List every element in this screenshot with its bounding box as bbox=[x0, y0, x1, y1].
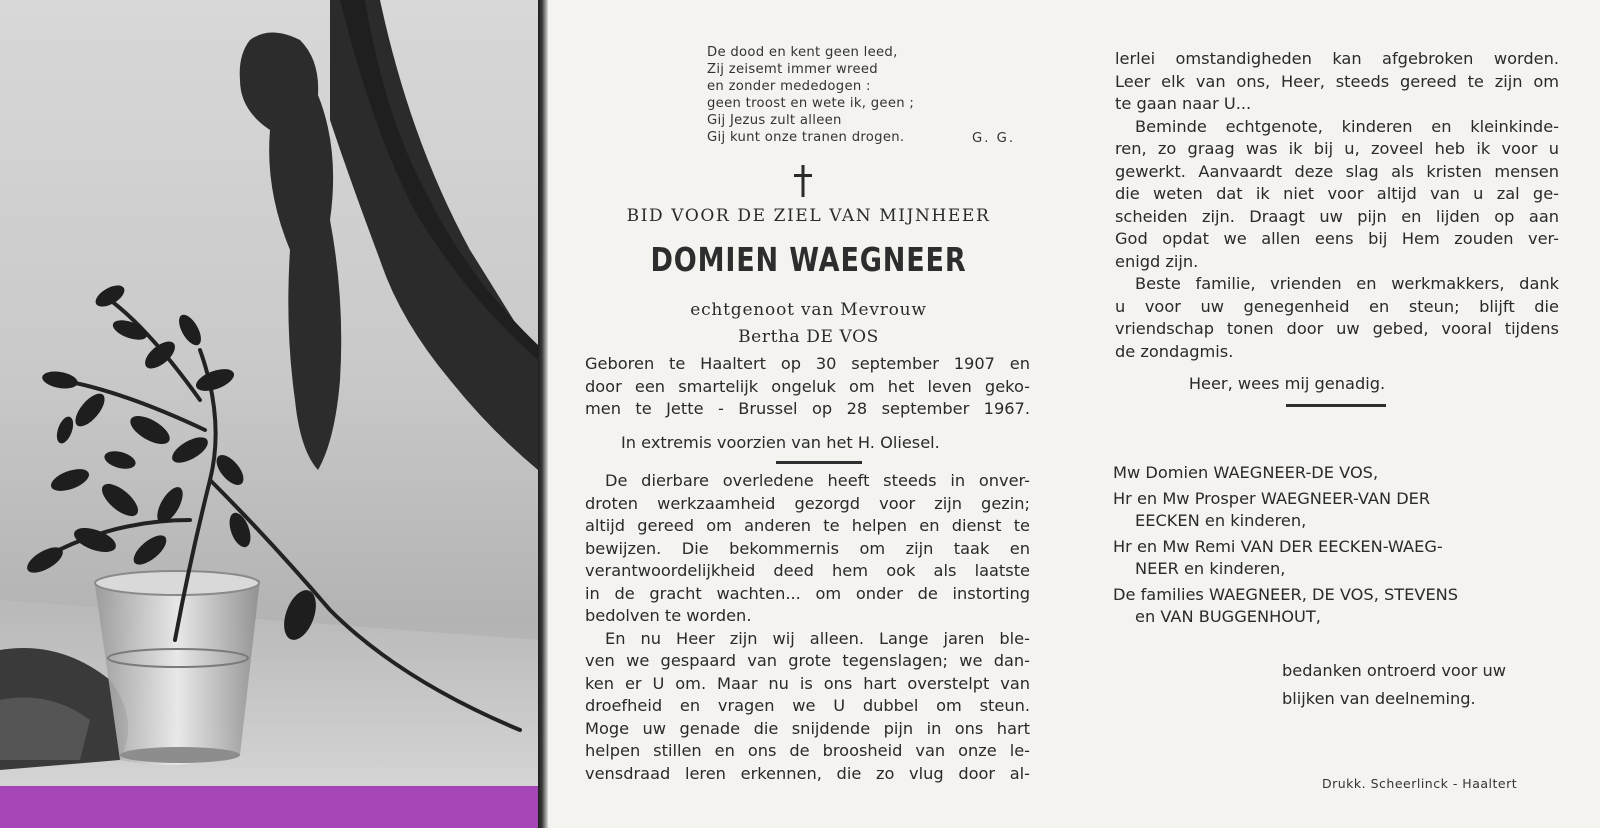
card-fold bbox=[538, 0, 548, 828]
text-line: Beminde echtgenote, kinderen en kleinkinde- bbox=[1135, 116, 1559, 136]
text-line: Hr en Mw Prosper WAEGNEER-VAN DER bbox=[1113, 488, 1431, 508]
text-line: En nu Heer zijn wij alleen. Lange jaren ble- bbox=[605, 628, 1030, 648]
poem-line: Gij Jezus zult alleen bbox=[707, 113, 842, 128]
deceased-name: DOMIEN WAEGNEER bbox=[650, 240, 967, 279]
text-line: De dierbare overledene heeft steeds in onver- bbox=[605, 471, 1030, 490]
spouse-label: echtgenoot van Mevrouw bbox=[690, 300, 927, 320]
poem-line: en zonder mededogen : bbox=[707, 79, 871, 94]
thanks-text bbox=[1282, 657, 1558, 713]
purple-border-band bbox=[0, 786, 538, 828]
closing-prayer: Heer, wees mij genadig. bbox=[1188, 374, 1386, 393]
spouse-name: Bertha DE VOS bbox=[738, 327, 879, 347]
text-line: en VAN BUGGENHOUT, bbox=[1135, 607, 1321, 626]
text-line: Leer elk van ons, Heer, steeds gereed te zijn om bbox=[1115, 71, 1559, 91]
text-line: In extremis voorzien van het H. Oliesel. bbox=[621, 433, 940, 452]
family-list bbox=[1113, 462, 1558, 632]
text-line: Moge uw genade die snijdende pijn in ons hart bbox=[585, 718, 1030, 738]
text-line: droten werkzaamheid gezorgd voor zijn gezin; bbox=[585, 493, 1030, 513]
divider bbox=[776, 461, 862, 464]
text-line: bewijzen. Die bekommernis om zijn taak en bbox=[585, 538, 1030, 558]
text-line: vriendschap tonen door uw gebed, vooral tijdens bbox=[1115, 319, 1559, 338]
text-line: bedanken ontroerd voor uw bbox=[1282, 661, 1506, 680]
text-line: te gaan naar U... bbox=[1115, 94, 1252, 113]
text-line: Geboren te Haaltert op 30 september 1907 en bbox=[585, 354, 1030, 373]
family-entry bbox=[1113, 488, 1558, 533]
text-line: EECKEN en kinderen, bbox=[1135, 511, 1307, 530]
text-line: ren, zo graag was ik bij u, zoveel heb ik voor u bbox=[1115, 139, 1559, 158]
eulogy-text bbox=[585, 470, 1030, 785]
cross-icon bbox=[793, 165, 813, 197]
text-line: u voor uw genegenheid en steun; blijft die bbox=[1115, 296, 1559, 316]
text-line: verantwoordelijkheid deed hem ook als laatste bbox=[585, 561, 1030, 580]
text-line: God opdat we allen eens bij Hem zouden ver- bbox=[1115, 229, 1559, 248]
memorial-photo bbox=[0, 0, 538, 828]
poem-line: Gij kunt onze tranen drogen. bbox=[707, 130, 905, 145]
text-line: NEER en kinderen, bbox=[1135, 559, 1286, 578]
text-line: door een smartelijk ongeluk om het leven geko- bbox=[585, 376, 1030, 396]
birth-death-details bbox=[585, 353, 1030, 421]
text-line: altijd gereed om anderen te helpen en dienst te bbox=[585, 516, 1030, 535]
text-line: lerlei omstandigheden kan afgebroken worden. bbox=[1115, 49, 1559, 68]
prayer-heading: BID VOOR DE ZIEL VAN MIJNHEER bbox=[626, 206, 991, 226]
crucifix-shadow-and-plant-image bbox=[0, 0, 538, 828]
poem-signature: G. G. bbox=[972, 131, 1016, 146]
poem-line: Zij zeisemt immer wreed bbox=[707, 62, 878, 77]
text-line: droefheid en vragen we U dubbel om steun. bbox=[585, 696, 1030, 715]
text-line: ken er U om. Maar nu is ons hart overstelpt van bbox=[585, 673, 1030, 693]
text-line: blijken van deelneming. bbox=[1282, 689, 1476, 708]
text-line: Mw Domien WAEGNEER-DE VOS, bbox=[1113, 463, 1379, 482]
text-line: die weten dat ik niet voor altijd van u zal ge- bbox=[1115, 184, 1559, 203]
text-line: De families WAEGNEER, DE VOS, STEVENS bbox=[1113, 584, 1459, 604]
text-line: enigd zijn. bbox=[1115, 251, 1199, 271]
text-line: in de gracht wachten... om onder de instorting bbox=[585, 583, 1030, 603]
family-entry bbox=[1113, 462, 1558, 485]
poem-line: geen troost en wete ik, geen ; bbox=[707, 96, 915, 111]
sacrament-note bbox=[585, 432, 1030, 455]
text-line: helpen stillen en ons de broosheid van onze le- bbox=[585, 741, 1030, 760]
text-line: men te Jette - Brussel op 28 september 1967. bbox=[585, 399, 1030, 418]
text-line: scheiden zijn. Draagt uw pijn en lijden op aan bbox=[1115, 206, 1559, 226]
text-line: de zondagmis. bbox=[1115, 341, 1234, 361]
text-line: Hr en Mw Remi VAN DER EECKEN-WAEG- bbox=[1113, 536, 1443, 556]
family-entry bbox=[1113, 584, 1558, 629]
printer-credit: Drukk. Scheerlinck - Haaltert bbox=[1322, 776, 1518, 791]
text-line: Beste familie, vrienden en werkmakkers, dank bbox=[1135, 274, 1559, 293]
poem-line: De dood en kent geen leed, bbox=[707, 45, 898, 60]
divider bbox=[1286, 404, 1386, 407]
eulogy-text-continued bbox=[1115, 48, 1559, 363]
text-line: vensdraad leren erkennen, die zo vlug door al- bbox=[585, 763, 1030, 783]
text-line: gewerkt. Aanvaardt deze slag als kristen mensen bbox=[1115, 161, 1559, 181]
family-entry bbox=[1113, 536, 1558, 581]
text-line: ven we gespaard van grote tegenslagen; we dan- bbox=[585, 651, 1030, 670]
text-line: bedolven te worden. bbox=[585, 606, 752, 625]
